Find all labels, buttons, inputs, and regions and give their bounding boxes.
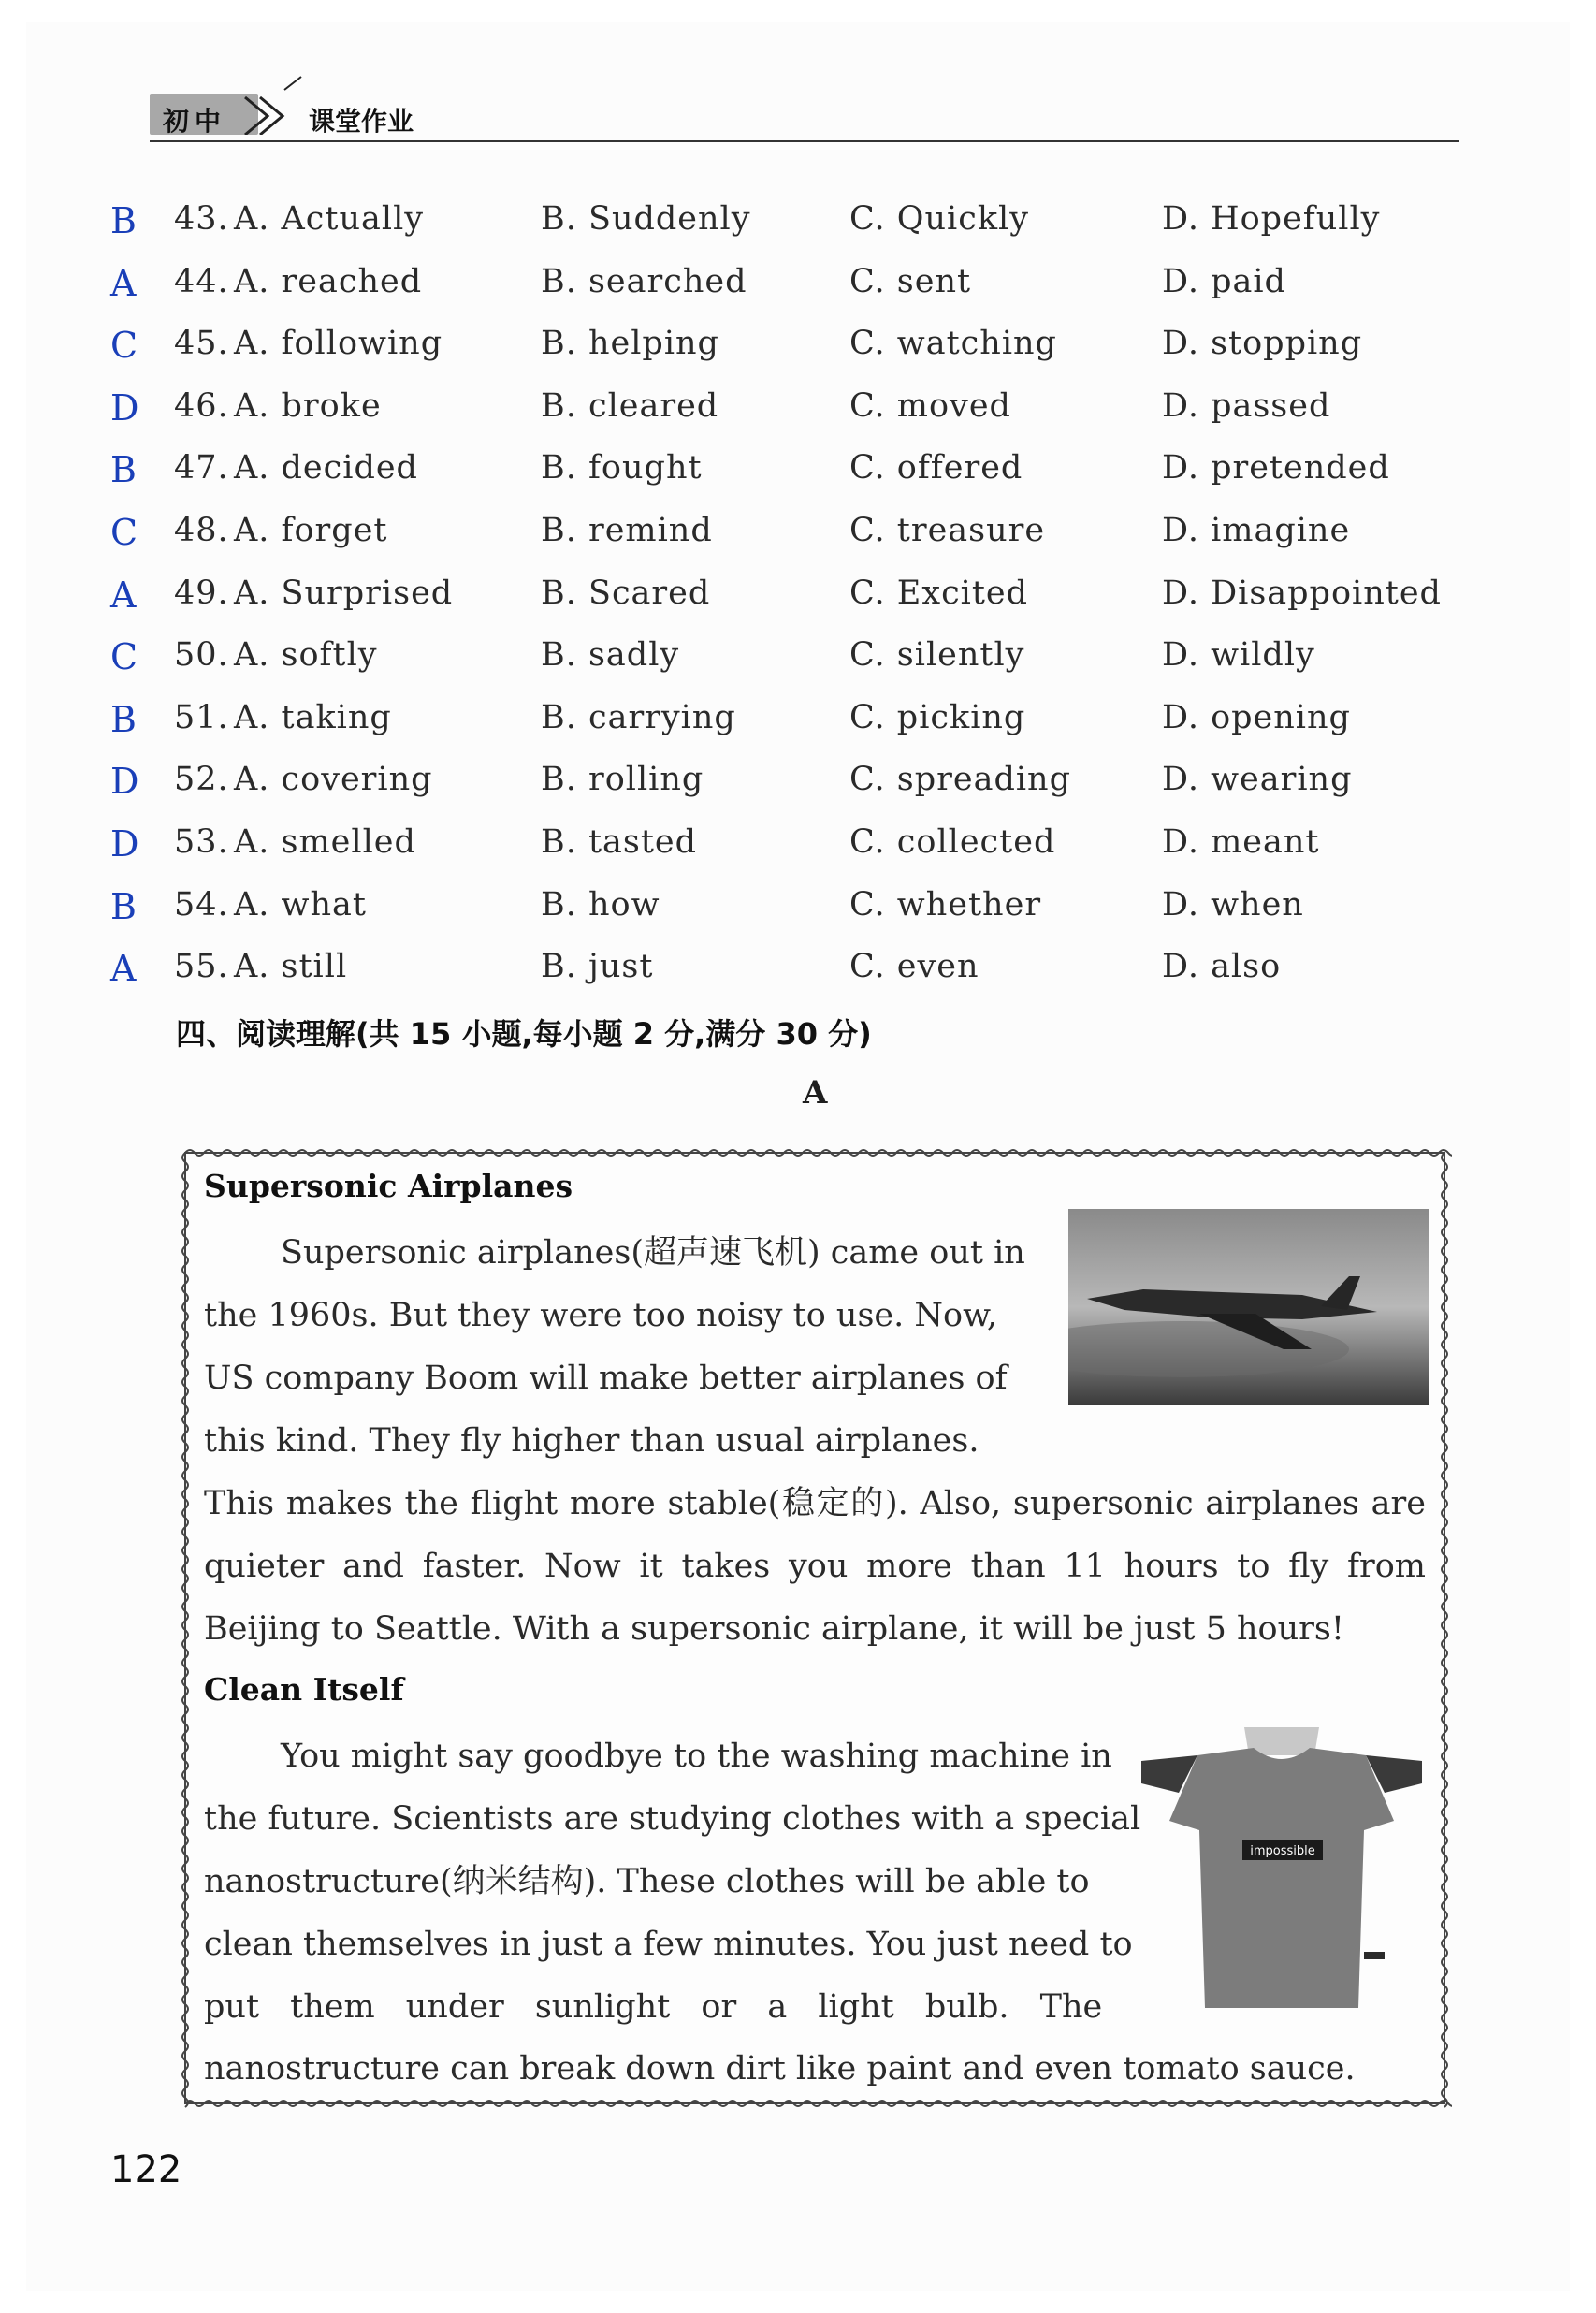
shirt-print: impossible — [1250, 1844, 1315, 1858]
option-b: B. cleared — [541, 386, 719, 425]
answer-row — [110, 761, 1448, 822]
option-a: A. softly — [234, 636, 378, 675]
answer-key: B — [110, 200, 137, 241]
answer-key: A — [110, 574, 137, 616]
para2-line: You might say goodbye to the washing machine in — [281, 1738, 1112, 1775]
question-number: 43. — [174, 200, 229, 238]
option-a: A. broke — [234, 386, 382, 425]
answer-row — [110, 575, 1448, 636]
answer-key: A — [110, 262, 137, 304]
option-d: D. pretended — [1162, 449, 1390, 487]
paragraph-1-continued: This makes the flight more stable(稳定的). Also, supersonic airplanes are quieter and faster. Now it takes you more than 11 hours to fly from Beijing to Seattle. With a supersonic airplane, it will be just 5 hours! — [204, 1485, 1426, 1648]
option-c: C. picking — [849, 698, 1026, 736]
option-d: D. Disappointed — [1162, 574, 1442, 612]
option-b: B. Scared — [541, 574, 711, 612]
option-d: D. passed — [1162, 386, 1331, 425]
answer-row — [110, 948, 1448, 1010]
question-number: 50. — [174, 636, 229, 675]
option-a: A. Actually — [234, 200, 425, 238]
answer-key: C — [110, 325, 138, 367]
option-a: A. covering — [234, 761, 433, 799]
question-number: 46. — [174, 386, 229, 425]
option-b: B. remind — [541, 512, 713, 549]
para1-line: the 1960s. But they were too noisy to use. Now, — [204, 1297, 997, 1334]
para2-line: nanostructure(纳米结构). These clothes will be able to — [204, 1863, 1090, 1900]
option-c: C. silently — [849, 636, 1025, 675]
para2-line: the future. Scientists are studying clothes with a special — [204, 1800, 1141, 1838]
airplane-photo — [1068, 1209, 1429, 1405]
option-b: B. helping — [541, 325, 719, 363]
option-c: C. offered — [849, 449, 1023, 487]
option-b: B. tasted — [541, 823, 698, 861]
para1-line: US company Boom will make better airplanes of — [204, 1360, 1008, 1397]
option-b: B. sadly — [541, 636, 680, 675]
page-header — [150, 94, 1459, 146]
answer-key: B — [110, 885, 137, 927]
option-c: C. even — [849, 948, 979, 986]
question-number: 49. — [174, 574, 229, 612]
option-d: D. meant — [1162, 823, 1320, 861]
answer-key: D — [110, 386, 139, 429]
option-c: C. Excited — [849, 574, 1029, 612]
heading-clean-itself: Clean Itself — [204, 1671, 404, 1708]
option-d: D. also — [1162, 948, 1282, 986]
page-number: 122 — [110, 2148, 182, 2191]
option-d: D. paid — [1162, 262, 1286, 300]
tshirt-photo — [1141, 1727, 1422, 2017]
answer-key: D — [110, 761, 139, 803]
answer-row — [110, 636, 1448, 698]
question-number: 47. — [174, 449, 229, 487]
question-number: 53. — [174, 823, 229, 861]
answer-key: B — [110, 449, 137, 491]
option-a: A. forget — [234, 512, 388, 549]
question-number: 55. — [174, 948, 229, 986]
option-a: A. taking — [234, 698, 392, 736]
section-title: 四、阅读理解(共 15 小题,每小题 2 分,满分 30 分) — [176, 1016, 872, 1052]
answer-row — [110, 325, 1448, 386]
question-number: 52. — [174, 761, 229, 799]
option-b: B. how — [541, 885, 660, 924]
option-c: C. whether — [849, 885, 1042, 924]
option-d: D. wearing — [1162, 761, 1353, 799]
answer-key: D — [110, 823, 139, 865]
question-number: 45. — [174, 325, 229, 363]
option-b: B. carrying — [541, 698, 736, 736]
option-d: D. imagine — [1162, 512, 1351, 549]
option-a: A. what — [234, 885, 367, 924]
header-rule — [150, 140, 1459, 142]
question-number: 51. — [174, 698, 229, 736]
option-a: A. reached — [234, 262, 423, 300]
answer-row — [110, 387, 1448, 449]
option-c: C. spreading — [849, 761, 1072, 799]
para1-line: this kind. They fly higher than usual airplanes. — [204, 1422, 979, 1460]
answer-row — [110, 699, 1448, 761]
answer-row — [110, 200, 1448, 262]
para2-line: put them under sunlight or a light bulb. The — [204, 1988, 1103, 2026]
header-tab-label: 初中 — [163, 106, 227, 137]
option-a: A. smelled — [234, 823, 416, 861]
paragraph-2-lines — [204, 1725, 1141, 2039]
answer-key: B — [110, 698, 137, 740]
answer-row — [110, 886, 1448, 948]
answer-key: A — [110, 948, 137, 990]
passage-label: A — [803, 1074, 828, 1112]
option-b: B. searched — [541, 262, 747, 300]
option-d: D. when — [1162, 885, 1304, 924]
question-number: 48. — [174, 512, 229, 549]
option-d: D. stopping — [1162, 325, 1363, 363]
option-c: C. Quickly — [849, 200, 1029, 238]
para1-line: Supersonic airplanes(超声速飞机) came out in — [281, 1234, 1025, 1272]
heading-supersonic-airplanes: Supersonic Airplanes — [204, 1168, 573, 1204]
option-d: D. wildly — [1162, 636, 1315, 675]
option-b: B. rolling — [541, 761, 704, 799]
option-c: C. collected — [849, 823, 1056, 861]
option-a: A. still — [234, 948, 348, 986]
para2-line: clean themselves in just a few minutes. You just need to — [204, 1926, 1133, 1963]
answer-row — [110, 512, 1448, 574]
header-title: 课堂作业 — [309, 106, 414, 137]
option-c: C. watching — [849, 325, 1057, 363]
option-b: B. Suddenly — [541, 200, 751, 238]
answer-row — [110, 263, 1448, 325]
option-a: A. Surprised — [234, 574, 454, 612]
option-b: B. fought — [541, 449, 703, 487]
option-c: C. moved — [849, 386, 1011, 425]
passage-box — [178, 1143, 1452, 2111]
question-number: 44. — [174, 262, 229, 300]
chevron-right-icon — [239, 75, 314, 135]
paragraph-2-last-line: nanostructure can break down dirt like paint and even tomato sauce. — [204, 2050, 1356, 2088]
option-a: A. following — [234, 325, 443, 363]
answer-row — [110, 823, 1448, 885]
option-d: D. opening — [1162, 698, 1351, 736]
option-d: D. Hopefully — [1162, 200, 1381, 238]
option-c: C. sent — [849, 262, 972, 300]
option-c: C. treasure — [849, 512, 1046, 549]
paragraph-1-lines — [204, 1222, 1027, 1473]
option-a: A. decided — [234, 449, 418, 487]
answer-row — [110, 449, 1448, 511]
answer-key: C — [110, 636, 138, 678]
answer-key: C — [110, 512, 138, 553]
question-number: 54. — [174, 885, 229, 924]
option-b: B. just — [541, 948, 654, 986]
